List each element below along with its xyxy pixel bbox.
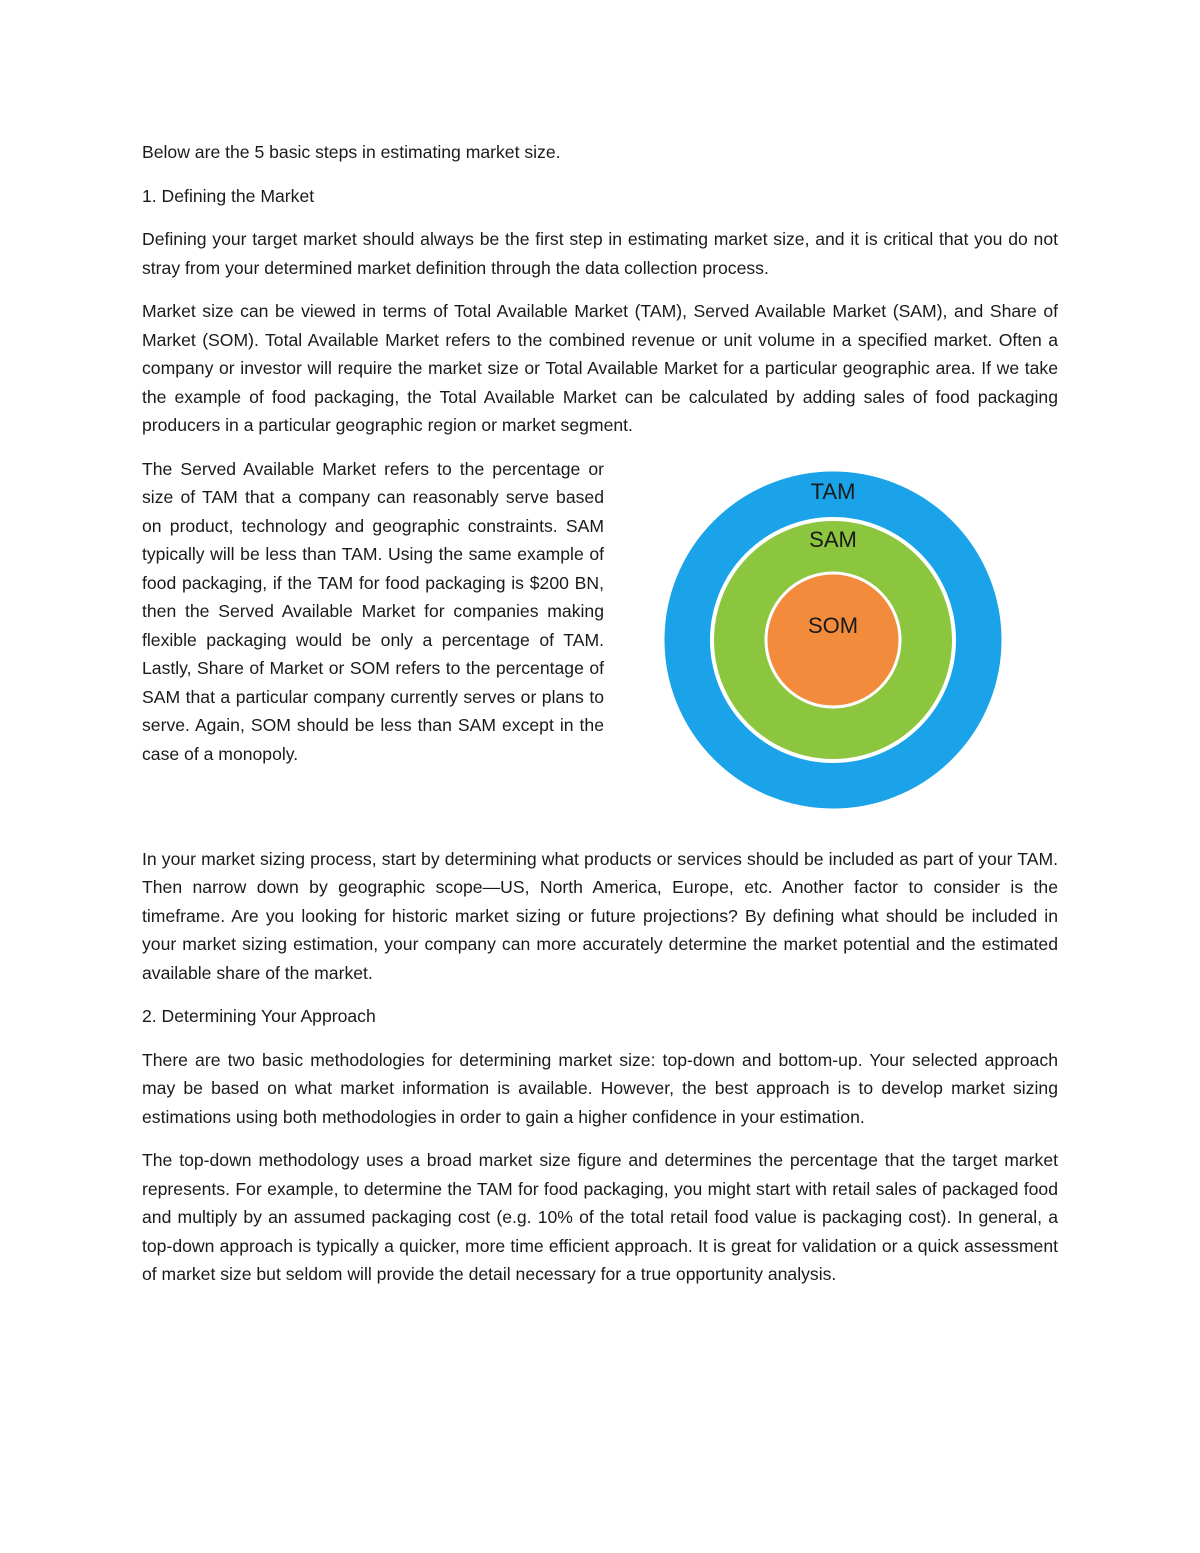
tam-label: TAM xyxy=(810,478,856,504)
sam-label: SAM xyxy=(809,526,857,552)
section-1-paragraph-2: Market size can be viewed in terms of Total Available Market (TAM), Served Available Market (SAM), and Share of Market (SOM). Total Available Market refers to the combined revenue or unit volume in a specified market. Often a company or investor will require the market size or Total Available Market for a particular geographic area. If we take the example of food packaging, the Total Available Market can be calculated by adding sales of food packaging producers in a particular geographic region or market segment. xyxy=(142,301,1058,435)
section-2-heading: 2. Determining Your Approach xyxy=(142,1006,376,1026)
section-2-paragraph-2: The top-down methodology uses a broad market size figure and determines the percentage that the target market represents. For example, to determine the TAM for food packaging, you might start with retail sales of packaged food and multiply by an assumed packaging cost (e.g. 10% of the total retail food value is packaging cost). In general, a top-down approach is typically a quicker, more time efficient approach. It is great for validation or a quick assessment of market size but seldom will provide the detail necessary for a true opportunity analysis. xyxy=(142,1150,1058,1284)
section-1-paragraph-3: The Served Available Market refers to the percentage or size of TAM that a company can reasonably serve based on product, technology and geographic constraints. SAM typically will be less than TAM. Using the same example of food packaging, if the TAM for food packaging is $200 BN, then the Served Available Market for companies making flexible packaging would be only a percentage of TAM. Lastly, Share of Market or SOM refers to the percentage of SAM that a particular company currently serves or plans to serve. Again, SOM should be less than SAM except in the case of a monopoly. xyxy=(142,458,604,764)
intro-text: Below are the 5 basic steps in estimating market size. xyxy=(142,142,561,162)
section-2-paragraph-1: There are two basic methodologies for determining market size: top-down and bottom-up. Your selected approach may be based on what market information is available. However, the best approach is to develop market sizing estimations using both methodologies in order to gain a higher confidence in your estimation. xyxy=(142,1049,1058,1127)
som-label: SOM xyxy=(807,612,859,638)
sam-explanation-with-diagram xyxy=(142,455,1058,845)
tam-sam-som-svg xyxy=(660,467,1006,813)
tam-sam-som-diagram xyxy=(660,467,1006,813)
document-page xyxy=(142,138,1058,1304)
som-circle xyxy=(766,573,900,707)
section-1-heading: 1. Defining the Market xyxy=(142,185,315,206)
section-1-paragraph-1: Defining your target market should always be the first step in estimating market size, and it is critical that you do not stray from your determined market definition through the data collection process. xyxy=(142,229,1058,278)
section-1-paragraph-4: In your market sizing process, start by determining what products or services should be included as part of your TAM. Then narrow down by geographic scope—US, North America, Europe, etc. Another factor to consider is the timeframe. Are you looking for historic market sizing or future projections? By defining what should be included in your market sizing estimation, your company can more accurately determine the market potential and the estimated available share of the market. xyxy=(142,848,1058,983)
